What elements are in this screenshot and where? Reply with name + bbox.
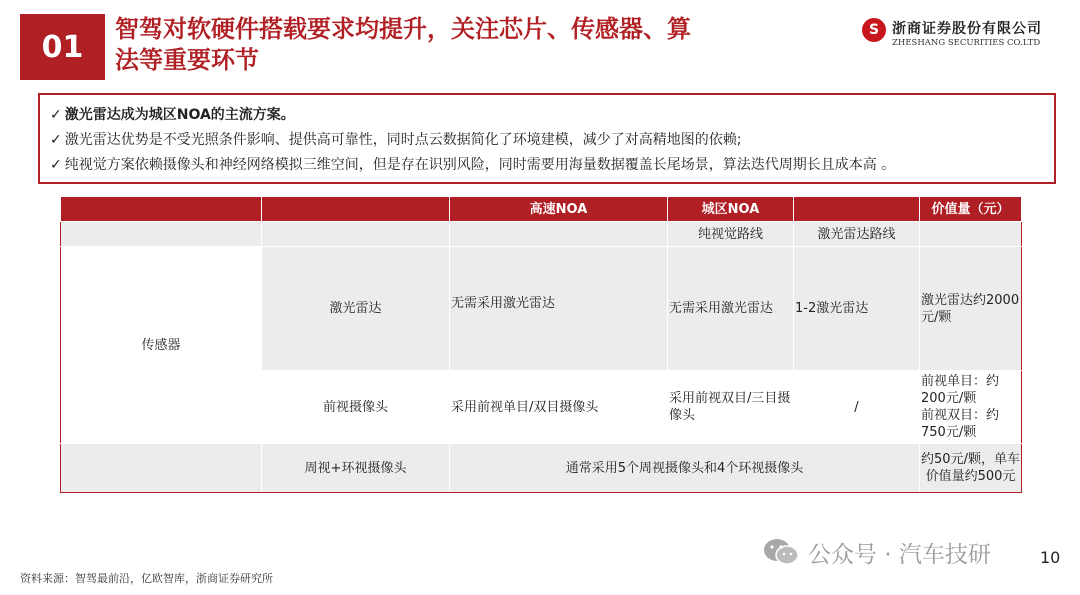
section-number-badge xyxy=(20,14,105,80)
subheader-lidar-route: 激光雷达路线 xyxy=(794,222,920,247)
sensor-comparison-table xyxy=(60,196,1022,493)
checkmark-icon: ✓ xyxy=(50,107,62,123)
page-number: 10 xyxy=(1040,548,1061,567)
source-note: 资料来源：智驾最前沿，亿欧智库，浙商证券研究所 xyxy=(20,572,273,585)
row-merged-cell: 通常采用5个周视摄像头和4个环视摄像头 xyxy=(450,444,920,493)
table-subheader-row xyxy=(61,222,1022,247)
header-cell-blank xyxy=(794,197,920,222)
company-name-en: ZHESHANG SECURITIES CO.LTD xyxy=(892,38,1041,48)
row-highway-cell: 无需采用激光雷达 xyxy=(450,247,668,371)
header-highway-noa: 高速NOA xyxy=(450,197,668,222)
page-title xyxy=(115,14,815,76)
row-pure-vision-cell: 采用前视双目/三目摄像头 xyxy=(668,371,794,444)
company-logo xyxy=(862,18,1062,52)
row-item-cell: 前视摄像头 xyxy=(262,371,450,444)
summary-point-text: 激光雷达优势是不受光照条件影响、提供高可靠性，同时点云数据简化了环境建模，减少了对高精地图的依赖; xyxy=(64,132,742,148)
summary-point xyxy=(50,128,1054,153)
section-number: 01 xyxy=(41,29,84,65)
header-cell-blank xyxy=(61,197,262,222)
row-pure-vision-cell: 无需采用激光雷达 xyxy=(668,247,794,371)
row-value-cell: 约50元/颗，单车价值量约500元 xyxy=(920,444,1022,493)
row-value-cell: 激光雷达约2000元/颗 xyxy=(920,247,1022,371)
subheader-cell-blank xyxy=(61,222,262,247)
header-value: 价值量（元） xyxy=(920,197,1022,222)
row-item-cell: 激光雷达 xyxy=(262,247,450,371)
subheader-cell-blank xyxy=(262,222,450,247)
checkmark-icon: ✓ xyxy=(50,132,62,148)
checkmark-icon: ✓ xyxy=(50,157,62,173)
row-category-blank xyxy=(61,444,262,493)
page-title-line-2: 法等重要环节 xyxy=(115,46,259,74)
summary-point-text: 纯视觉方案依赖摄像头和神经网络模拟三维空间，但是存在识别风险，同时需要用海量数据覆盖长尾场景，算法迭代周期长且成本高 。 xyxy=(64,157,896,173)
row-highway-cell: 采用前视单目/双目摄像头 xyxy=(450,371,668,444)
subheader-cell-blank xyxy=(920,222,1022,247)
header-cell-blank xyxy=(262,197,450,222)
table-row xyxy=(61,444,1022,493)
row-item-cell: 周视+环视摄像头 xyxy=(262,444,450,493)
page-title-line-1: 智驾对软硬件搭载要求均提升，关注芯片、传感器、算 xyxy=(115,15,691,43)
category-cell: 传感器 xyxy=(61,247,262,444)
watermark-text: 公众号 · 汽车技研 xyxy=(808,541,991,568)
summary-point-text: 激光雷达成为城区NOA的主流方案。 xyxy=(64,107,295,123)
watermark xyxy=(762,535,991,569)
company-name-cn: 浙商证券股份有限公司 xyxy=(892,21,1042,37)
summary-point xyxy=(50,153,1054,178)
header-urban-noa: 城区NOA xyxy=(668,197,794,222)
zheshang-logo-icon: S xyxy=(862,18,886,42)
row-value-cell: 前视单目：约200元/颗 前视双目：约750元/颗 xyxy=(920,371,1022,444)
row-lidar-route-cell: / xyxy=(794,371,920,444)
subheader-cell-blank xyxy=(450,222,668,247)
subheader-pure-vision: 纯视觉路线 xyxy=(668,222,794,247)
table-row xyxy=(61,247,1022,371)
row-lidar-route-cell: 1-2激光雷达 xyxy=(794,247,920,371)
wechat-icon xyxy=(762,537,800,567)
summary-box xyxy=(38,93,1056,184)
table-header-row xyxy=(61,197,1022,222)
summary-point xyxy=(50,103,1054,128)
